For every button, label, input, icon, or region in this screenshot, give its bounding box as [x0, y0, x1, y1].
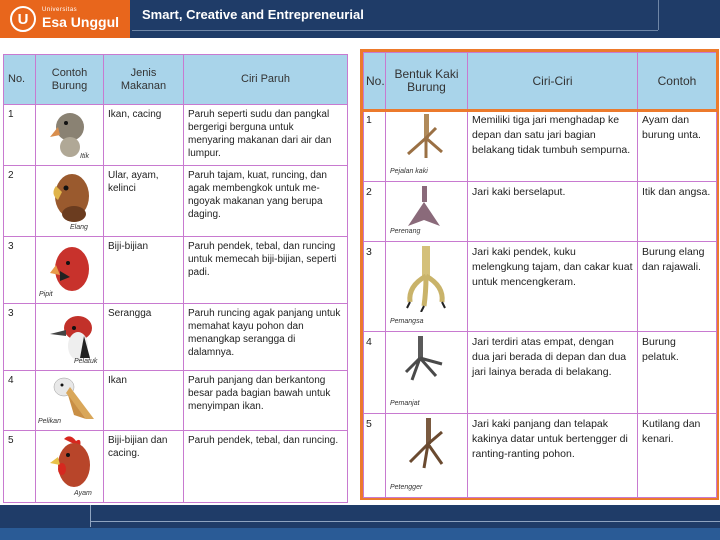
table-row — [364, 332, 717, 414]
row-number: 1 — [364, 110, 386, 182]
row-number: 4 — [364, 332, 386, 414]
header-food-type: Jenis Makanan — [104, 55, 184, 105]
food-type: Ikan — [104, 371, 184, 431]
foot-image-cell — [386, 332, 468, 414]
logo-icon: U — [10, 6, 36, 32]
foot-trait: Jari kaki berselaput. — [468, 182, 638, 242]
row-number: 4 — [4, 371, 36, 431]
header-no: No. — [4, 55, 36, 105]
foot-caption: Perenang — [390, 228, 421, 235]
bird-image-cell — [36, 105, 104, 166]
bird-caption: Ayam — [74, 490, 92, 497]
beak-table — [3, 54, 348, 503]
table-row — [364, 110, 717, 182]
table-row — [364, 182, 717, 242]
food-type: Serangga — [104, 304, 184, 371]
foot-image-cell — [386, 414, 468, 498]
row-number: 5 — [364, 414, 386, 498]
foot-example: Itik dan angsa. — [638, 182, 717, 242]
beak-trait: Paruh runcing agak panjang untuk memahat kayu pohon dan menangkap serangga di dalamnya. — [184, 304, 348, 371]
walking-foot-image — [402, 114, 446, 164]
table-row — [4, 304, 348, 371]
bird-image-cell — [36, 304, 104, 371]
foot-caption: Pejalan kaki — [390, 168, 428, 175]
foot-table-header — [364, 53, 717, 110]
table-row — [364, 414, 717, 498]
bird-caption: Itik — [80, 153, 89, 160]
header-divider-vertical — [658, 0, 659, 30]
row-number: 2 — [4, 166, 36, 237]
logo-name: Esa Unggul — [42, 13, 120, 30]
foot-image-cell — [386, 242, 468, 332]
table-row — [4, 237, 348, 304]
foot-caption: Pemanjat — [390, 400, 420, 407]
row-number: 3 — [4, 304, 36, 371]
foot-table-panel — [360, 49, 719, 500]
table-row — [4, 105, 348, 166]
foot-caption: Pemangsa — [390, 318, 424, 325]
food-type: Ular, ayam, kelinci — [104, 166, 184, 237]
beak-trait: Paruh pendek, tebal, dan runcing. — [184, 431, 348, 503]
header-beak-trait: Ciri Paruh — [184, 55, 348, 105]
foot-table — [363, 52, 717, 498]
perching-foot-image — [402, 418, 450, 478]
climbing-foot-image — [402, 336, 450, 394]
header-example: Contoh — [638, 53, 717, 110]
logo-text-block — [42, 7, 119, 32]
row-number: 3 — [4, 237, 36, 304]
foot-trait: Jari kaki panjang dan telapak kakinya datar untuk bertengger di ranting-ranting pohon. — [468, 414, 638, 498]
footer-divider — [90, 521, 720, 522]
food-type: Biji-bijian dan cacing. — [104, 431, 184, 503]
bird-caption: Elang — [70, 224, 88, 231]
bird-image-cell — [36, 431, 104, 503]
foot-trait: Memiliki tiga jari menghadap ke depan dan satu jari bagian belakang tidak tumbuh sempurna. — [468, 110, 638, 182]
header-foot-shape: Bentuk Kaki Burung — [386, 53, 468, 110]
eagle-head-image — [50, 170, 92, 224]
bird-caption: Pipit — [39, 291, 53, 298]
beak-trait: Paruh seperti sudu dan pangkal bergerigi berguna untuk menyaring makanan dari air dan lumpur. — [184, 105, 348, 166]
header-example-bird: Contoh Burung — [36, 55, 104, 105]
foot-image-cell — [386, 110, 468, 182]
foot-example: Ayam dan burung unta. — [638, 110, 717, 182]
table-row — [4, 431, 348, 503]
bird-caption: Pelatuk — [74, 358, 98, 365]
header-traits: Ciri-Ciri — [468, 53, 638, 110]
foot-example: Burung elang dan rajawali. — [638, 242, 717, 332]
university-logo — [0, 0, 130, 38]
row-number: 1 — [4, 105, 36, 166]
beak-trait: Paruh tajam, kuat, runcing, dan agak membengkok untuk me-ngoyak makanan yang berupa daging. — [184, 166, 348, 237]
foot-trait: Jari kaki pendek, kuku melengkung tajam, dan cakar kuat untuk mencengkeram. — [468, 242, 638, 332]
bird-caption: Pelikan — [38, 418, 61, 425]
foot-example: Burung pelatuk. — [638, 332, 717, 414]
beak-table-panel — [3, 54, 347, 502]
beak-trait: Paruh pendek, tebal, dan runcing untuk memecah biji-bijian, seperti padi. — [184, 237, 348, 304]
bird-image-cell — [36, 371, 104, 431]
chicken-head-image — [50, 435, 94, 491]
beak-table-header — [4, 55, 348, 105]
table-row — [4, 166, 348, 237]
raptor-foot-image — [402, 246, 450, 312]
header-no: No. — [364, 53, 386, 110]
beak-trait: Paruh panjang dan berkantong besar pada bagian bawah untuk menyimpan ikan. — [184, 371, 348, 431]
foot-trait: Jari terdiri atas empat, dengan dua jari berada di depan dan dua jari lainya berada di belakang. — [468, 332, 638, 414]
header-divider — [132, 30, 658, 31]
food-type: Ikan, cacing — [104, 105, 184, 166]
sparrow-head-image — [50, 241, 92, 295]
table-row — [364, 242, 717, 332]
foot-caption: Petengger — [390, 484, 423, 491]
row-number: 2 — [364, 182, 386, 242]
row-number: 3 — [364, 242, 386, 332]
woodpecker-head-image — [50, 308, 96, 362]
logo-small-text: Universitas — [42, 6, 78, 13]
table-row — [4, 371, 348, 431]
footer-divider-vertical — [90, 505, 91, 527]
row-number: 5 — [4, 431, 36, 503]
bird-image-cell — [36, 237, 104, 304]
footer-strip — [0, 528, 720, 540]
food-type: Biji-bijian — [104, 237, 184, 304]
foot-example: Kutilang dan kenari. — [638, 414, 717, 498]
foot-image-cell — [386, 182, 468, 242]
tagline: Smart, Creative and Entrepreneurial — [142, 7, 364, 22]
bird-image-cell — [36, 166, 104, 237]
